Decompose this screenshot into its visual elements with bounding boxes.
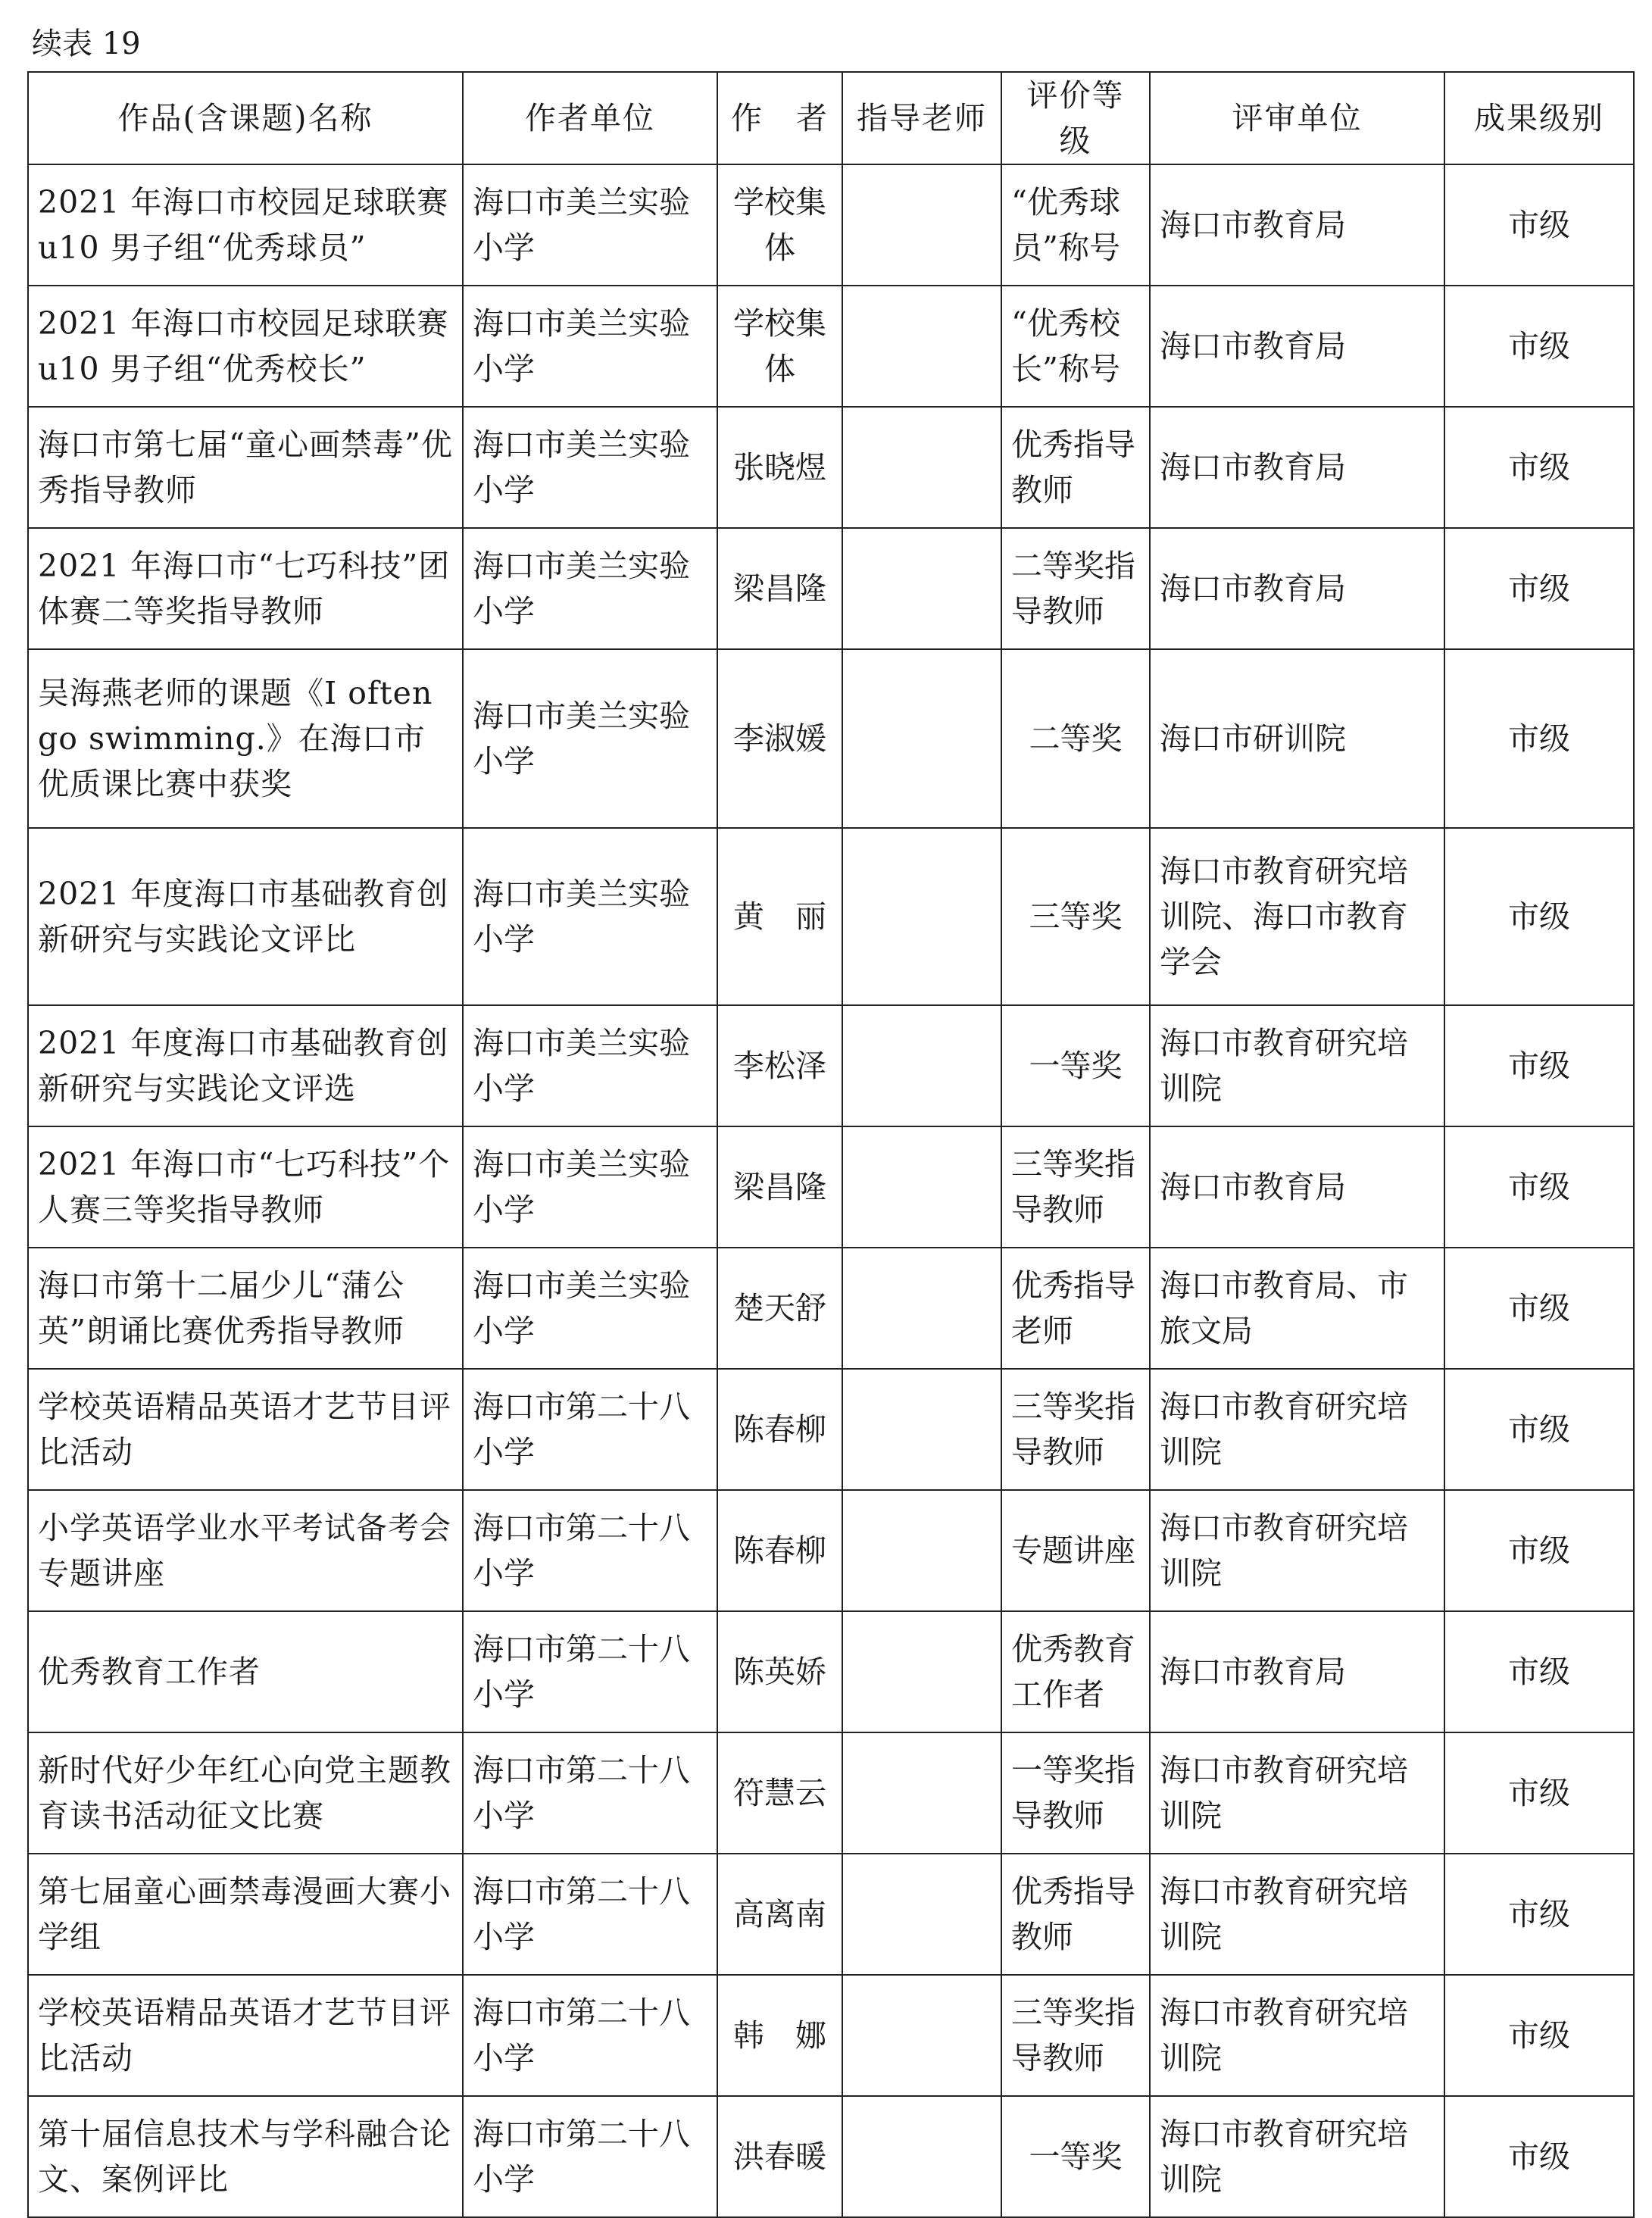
cell-name: 海口市第七届“童心画禁毒”优秀指导教师: [28, 407, 463, 528]
cell-author: 李淑媛: [717, 649, 842, 828]
cell-reviewer: 海口市教育局: [1150, 164, 1444, 286]
cell-reviewer: 海口市教育研究培训院: [1150, 1732, 1444, 1854]
cell-grade: “优秀校长”称号: [1001, 286, 1150, 407]
cell-grade: 一等奖: [1001, 1005, 1150, 1126]
table-row: [28, 286, 1634, 407]
cell-advisor: [842, 164, 1001, 286]
cell-level: 市级: [1444, 164, 1634, 286]
cell-level: 市级: [1444, 1854, 1634, 1975]
cell-reviewer: 海口市教育局、市旅文局: [1150, 1248, 1444, 1369]
table-row: [28, 1126, 1634, 1248]
table-row: [28, 528, 1634, 649]
cell-reviewer: 海口市教育研究培训院: [1150, 1975, 1444, 2096]
table-row: [28, 828, 1634, 1005]
cell-grade: 专题讲座: [1001, 1490, 1150, 1611]
cell-author: 符慧云: [717, 1732, 842, 1854]
cell-advisor: [842, 407, 1001, 528]
cell-author: 高离南: [717, 1854, 842, 1975]
table-row: [28, 1490, 1634, 1611]
table-row: [28, 649, 1634, 828]
cell-author: 学校集体: [717, 164, 842, 286]
cell-advisor: [842, 1369, 1001, 1490]
cell-name: 2021 年海口市校园足球联赛 u10 男子组“优秀校长”: [28, 286, 463, 407]
table-row: [28, 407, 1634, 528]
cell-author: 梁昌隆: [717, 1126, 842, 1248]
cell-advisor: [842, 1248, 1001, 1369]
cell-advisor: [842, 1854, 1001, 1975]
cell-reviewer: 海口市教育研究培训院: [1150, 1005, 1444, 1126]
header-author: 作 者: [717, 72, 842, 164]
cell-name: 学校英语精品英语才艺节目评比活动: [28, 1369, 463, 1490]
cell-name: 2021 年度海口市基础教育创新研究与实践论文评选: [28, 1005, 463, 1126]
table-row: [28, 1732, 1634, 1854]
cell-grade: 优秀指导老师: [1001, 1248, 1150, 1369]
header-row: [28, 72, 1634, 164]
cell-unit: 海口市第二十八小学: [463, 1611, 717, 1732]
cell-name: 吴海燕老师的课题《I often go swimming.》在海口市优质课比赛中获奖: [28, 649, 463, 828]
cell-reviewer: 海口市教育局: [1150, 1611, 1444, 1732]
cell-level: 市级: [1444, 828, 1634, 1005]
cell-level: 市级: [1444, 407, 1634, 528]
cell-name: 小学英语学业水平考试备考会专题讲座: [28, 1490, 463, 1611]
cell-advisor: [842, 1490, 1001, 1611]
cell-reviewer: 海口市教育局: [1150, 286, 1444, 407]
cell-level: 市级: [1444, 1975, 1634, 2096]
cell-name: 第七届童心画禁毒漫画大赛小学组: [28, 1854, 463, 1975]
cell-reviewer: 海口市教育研究培训院: [1150, 1369, 1444, 1490]
cell-name: 2021 年度海口市基础教育创新研究与实践论文评比: [28, 828, 463, 1005]
cell-level: 市级: [1444, 1005, 1634, 1126]
cell-grade: 三等奖指导教师: [1001, 1369, 1150, 1490]
header-grade: 评价等级: [1001, 72, 1150, 164]
cell-grade: 二等奖: [1001, 649, 1150, 828]
cell-unit: 海口市美兰实验小学: [463, 1005, 717, 1126]
cell-reviewer: 海口市教育研究培训院: [1150, 1854, 1444, 1975]
cell-advisor: [842, 286, 1001, 407]
header-advisor: 指导老师: [842, 72, 1001, 164]
cell-unit: 海口市第二十八小学: [463, 1369, 717, 1490]
cell-unit: 海口市美兰实验小学: [463, 528, 717, 649]
cell-author: 韩 娜: [717, 1975, 842, 2096]
cell-advisor: [842, 649, 1001, 828]
awards-table: [27, 71, 1635, 2218]
cell-unit: 海口市第二十八小学: [463, 2096, 717, 2217]
cell-level: 市级: [1444, 1248, 1634, 1369]
cell-author: 陈春柳: [717, 1369, 842, 1490]
cell-unit: 海口市美兰实验小学: [463, 407, 717, 528]
cell-author: 梁昌隆: [717, 528, 842, 649]
cell-level: 市级: [1444, 1611, 1634, 1732]
cell-unit: 海口市美兰实验小学: [463, 828, 717, 1005]
cell-name: 2021 年海口市校园足球联赛 u10 男子组“优秀球员”: [28, 164, 463, 286]
cell-unit: 海口市美兰实验小学: [463, 1126, 717, 1248]
cell-name: 优秀教育工作者: [28, 1611, 463, 1732]
cell-grade: “优秀球员”称号: [1001, 164, 1150, 286]
cell-advisor: [842, 528, 1001, 649]
cell-grade: 三等奖: [1001, 828, 1150, 1005]
cell-grade: 二等奖指导教师: [1001, 528, 1150, 649]
cell-advisor: [842, 1975, 1001, 2096]
cell-unit: 海口市美兰实验小学: [463, 649, 717, 828]
cell-reviewer: 海口市教育局: [1150, 1126, 1444, 1248]
cell-author: 陈春柳: [717, 1490, 842, 1611]
cell-level: 市级: [1444, 528, 1634, 649]
cell-reviewer: 海口市教育局: [1150, 528, 1444, 649]
cell-level: 市级: [1444, 1369, 1634, 1490]
cell-reviewer: 海口市研训院: [1150, 649, 1444, 828]
cell-unit: 海口市美兰实验小学: [463, 1248, 717, 1369]
cell-grade: 三等奖指导教师: [1001, 1975, 1150, 2096]
cell-advisor: [842, 1005, 1001, 1126]
cell-author: 张晓煜: [717, 407, 842, 528]
cell-grade: 优秀指导教师: [1001, 1854, 1150, 1975]
cell-reviewer: 海口市教育研究培训院: [1150, 1490, 1444, 1611]
cell-grade: 优秀指导教师: [1001, 407, 1150, 528]
cell-level: 市级: [1444, 1490, 1634, 1611]
table-row: [28, 2096, 1634, 2217]
cell-name: 2021 年海口市“七巧科技”团体赛二等奖指导教师: [28, 528, 463, 649]
cell-advisor: [842, 828, 1001, 1005]
cell-level: 市级: [1444, 649, 1634, 828]
cell-author: 学校集体: [717, 286, 842, 407]
cell-advisor: [842, 2096, 1001, 2217]
cell-grade: 一等奖指导教师: [1001, 1732, 1150, 1854]
cell-grade: 一等奖: [1001, 2096, 1150, 2217]
cell-unit: 海口市第二十八小学: [463, 1975, 717, 2096]
cell-name: 学校英语精品英语才艺节目评比活动: [28, 1975, 463, 2096]
cell-unit: 海口市美兰实验小学: [463, 286, 717, 407]
header-level: 成果级别: [1444, 72, 1634, 164]
cell-grade: 三等奖指导教师: [1001, 1126, 1150, 1248]
table-row: [28, 1369, 1634, 1490]
cell-advisor: [842, 1611, 1001, 1732]
table-row: [28, 1975, 1634, 2096]
cell-level: 市级: [1444, 1732, 1634, 1854]
cell-name: 海口市第十二届少儿“蒲公英”朗诵比赛优秀指导教师: [28, 1248, 463, 1369]
cell-reviewer: 海口市教育研究培训院: [1150, 2096, 1444, 2217]
cell-name: 新时代好少年红心向党主题教育读书活动征文比赛: [28, 1732, 463, 1854]
cell-grade: 优秀教育工作者: [1001, 1611, 1150, 1732]
table-row: [28, 1854, 1634, 1975]
cell-author: 黄 丽: [717, 828, 842, 1005]
cell-author: 楚天舒: [717, 1248, 842, 1369]
cell-level: 市级: [1444, 286, 1634, 407]
cell-unit: 海口市第二十八小学: [463, 1854, 717, 1975]
table-caption: 续表 19: [32, 27, 141, 61]
table-row: [28, 164, 1634, 286]
table-row: [28, 1248, 1634, 1369]
cell-advisor: [842, 1732, 1001, 1854]
cell-name: 第十届信息技术与学科融合论文、案例评比: [28, 2096, 463, 2217]
cell-reviewer: 海口市教育局: [1150, 407, 1444, 528]
cell-unit: 海口市美兰实验小学: [463, 164, 717, 286]
table-row: [28, 1005, 1634, 1126]
cell-author: 李松泽: [717, 1005, 842, 1126]
header-unit: 作者单位: [463, 72, 717, 164]
cell-name: 2021 年海口市“七巧科技”个人赛三等奖指导教师: [28, 1126, 463, 1248]
cell-author: 陈英娇: [717, 1611, 842, 1732]
cell-reviewer: 海口市教育研究培训院、海口市教育学会: [1150, 828, 1444, 1005]
cell-unit: 海口市第二十八小学: [463, 1732, 717, 1854]
cell-level: 市级: [1444, 1126, 1634, 1248]
cell-level: 市级: [1444, 2096, 1634, 2217]
table-row: [28, 1611, 1634, 1732]
cell-unit: 海口市第二十八小学: [463, 1490, 717, 1611]
header-reviewer: 评审单位: [1150, 72, 1444, 164]
header-name: 作品(含课题)名称: [28, 72, 463, 164]
cell-author: 洪春暖: [717, 2096, 842, 2217]
cell-advisor: [842, 1126, 1001, 1248]
